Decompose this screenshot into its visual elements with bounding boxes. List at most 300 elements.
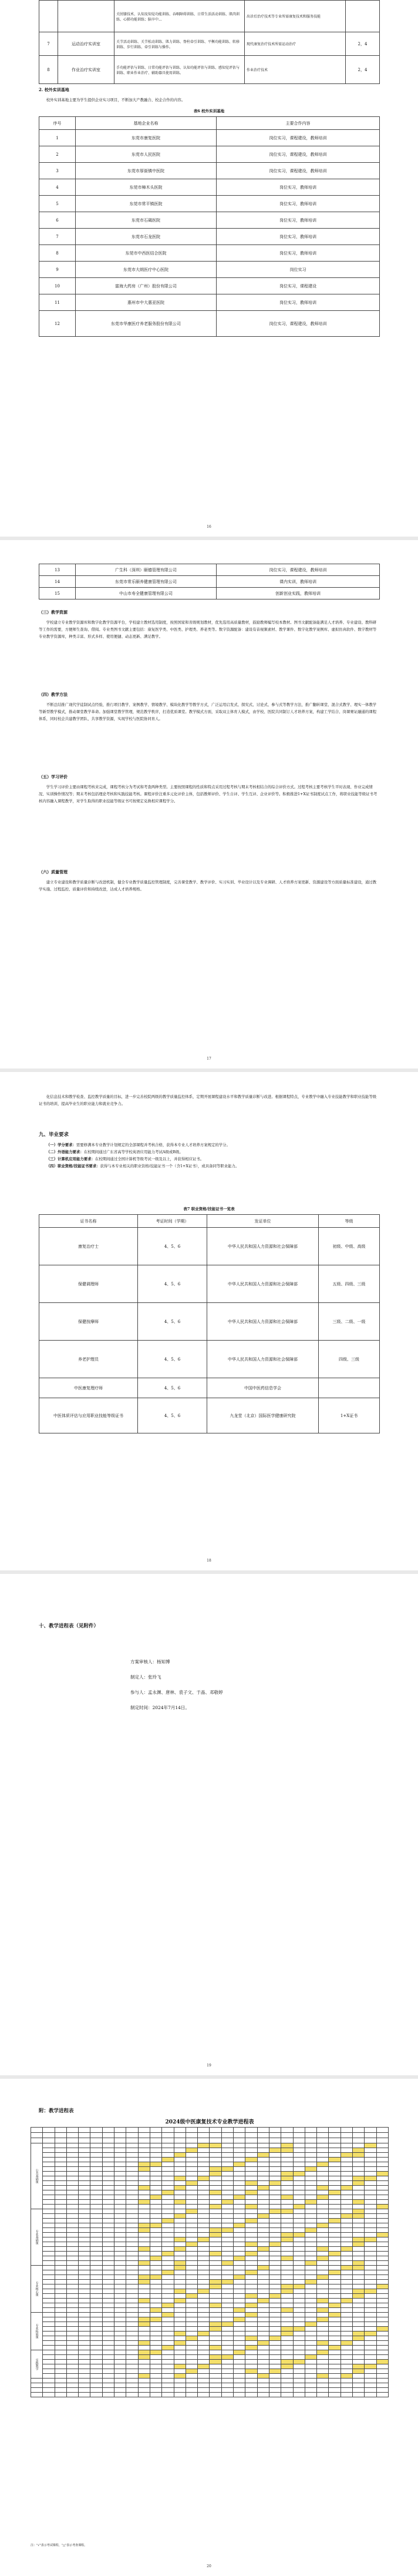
grid-cell — [376, 2313, 388, 2317]
grid-cell — [245, 2167, 257, 2172]
grid-cell — [126, 2176, 138, 2181]
grid-header-cell — [174, 2133, 186, 2138]
grid-row — [31, 2237, 389, 2242]
grid-cell — [257, 2228, 269, 2233]
grid-cell — [186, 2228, 197, 2233]
grid-cell — [317, 2303, 329, 2308]
grid-cell — [174, 2341, 186, 2346]
grid-cell — [150, 2294, 161, 2299]
grid-cell — [198, 2167, 210, 2172]
grid-cell — [102, 2233, 114, 2237]
cell-hours: 2，4 — [346, 56, 380, 84]
section-quality-text: 建立专业建设和教学质量诊断与改进机制，健全专业教学质量监控管理制度，完善课堂教学、教学评价、实习实训、毕业设计以及专业调研、人才培养方案更新、资源建设等方面质量标准建设，通过教学实施、过程监控、质量评价和持续改进，达成人才培养规格。 — [39, 880, 377, 892]
grid-cell — [365, 2299, 376, 2303]
grid-cell — [317, 2158, 329, 2162]
grid-cell — [79, 2195, 90, 2200]
grid-cell — [138, 2327, 150, 2332]
grid-cell — [114, 2341, 126, 2346]
grid-cell — [221, 2332, 233, 2336]
grid-cell — [234, 2176, 245, 2181]
signature-label: 制定人： — [130, 1674, 148, 1680]
grid-cell — [102, 2148, 114, 2153]
grid-cell — [114, 2214, 126, 2219]
grid-cell — [305, 2153, 316, 2158]
grid-cell — [126, 2158, 138, 2162]
grid-cell — [114, 2158, 126, 2162]
grid-cell — [66, 2289, 78, 2294]
grid-cell — [293, 2176, 305, 2181]
grid-cell — [221, 2364, 233, 2369]
grid-cell — [66, 2280, 78, 2284]
cell-content: 岗位实习 — [217, 262, 380, 278]
grid-cell — [198, 2256, 210, 2261]
grid-cell — [245, 2252, 257, 2256]
grid-cell — [126, 2308, 138, 2313]
grid-cell — [234, 2360, 245, 2364]
grid-cell — [376, 2209, 388, 2214]
grid-cell — [353, 2167, 365, 2172]
grid-cell — [150, 2332, 161, 2336]
grid-cell — [186, 2332, 197, 2336]
group-label: 公共基础课 — [31, 2143, 43, 2209]
table-row — [39, 1303, 380, 1341]
grid-cell — [162, 2195, 174, 2200]
cell-term: 4、5、6 — [138, 1341, 207, 1378]
grid-cell — [257, 2195, 269, 2200]
grid-cell — [126, 2355, 138, 2360]
grid-cell — [198, 2388, 210, 2393]
grid-cell — [114, 2237, 126, 2242]
grid-cell — [281, 2388, 293, 2393]
grid-cell — [210, 2158, 221, 2162]
grid-cell — [365, 2172, 376, 2176]
grid-cell — [43, 2308, 55, 2313]
grid-cell — [281, 2355, 293, 2360]
grid-cell — [162, 2355, 174, 2360]
col-header-level: 等级 — [319, 1215, 380, 1228]
grid-cell — [114, 2360, 126, 2364]
requirement-item — [39, 1148, 379, 1155]
grid-cell — [66, 2383, 78, 2388]
cell-content: 岗位实习，教师培训 — [217, 196, 380, 212]
grid-cell — [174, 2355, 186, 2360]
grid-cell — [341, 2143, 352, 2148]
grid-cell — [126, 2360, 138, 2364]
grid-cell — [66, 2167, 78, 2172]
grid-cell — [198, 2270, 210, 2275]
grid-cell — [317, 2186, 329, 2190]
grid-cell — [257, 2200, 269, 2205]
grid-cell — [257, 2209, 269, 2214]
grid-cell — [365, 2336, 376, 2341]
grid-header-cell — [126, 2138, 138, 2143]
grid-cell — [281, 2360, 293, 2364]
cell-no: 8 — [39, 56, 58, 84]
grid-cell — [114, 2233, 126, 2237]
grid-cell — [102, 2327, 114, 2332]
grid-cell — [102, 2346, 114, 2350]
grid-cell — [353, 2233, 365, 2237]
grid-cell — [221, 2247, 233, 2252]
table-row — [39, 1341, 380, 1378]
grid-cell — [365, 2360, 376, 2364]
grid-header-cell — [138, 2133, 150, 2138]
grid-cell — [257, 2332, 269, 2336]
grid-cell — [269, 2289, 281, 2294]
cell-term: 4、5、6 — [138, 1398, 207, 1433]
cell-name: 东莞市华康医疗养老服务股份有限公司 — [76, 311, 217, 337]
grid-cell — [150, 2322, 161, 2327]
grid-cell — [234, 2167, 245, 2172]
grid-cell — [43, 2369, 55, 2374]
grid-cell — [126, 2303, 138, 2308]
grid-header-cell — [365, 2138, 376, 2143]
grid-cell — [221, 2242, 233, 2247]
grid-cell — [90, 2181, 102, 2186]
grid-cell — [43, 2327, 55, 2332]
grid-cell — [102, 2308, 114, 2313]
grid-cell — [293, 2167, 305, 2172]
grid-cell — [79, 2167, 90, 2172]
grid-cell — [210, 2322, 221, 2327]
grid-cell — [234, 2322, 245, 2327]
grid-cell — [376, 2388, 388, 2393]
grid-cell — [162, 2252, 174, 2256]
grid-cell — [210, 2195, 221, 2200]
grid-cell — [114, 2336, 126, 2341]
grid-cell — [376, 2308, 388, 2313]
grid-cell — [221, 2190, 233, 2195]
grid-cell — [126, 2209, 138, 2214]
grid-cell — [365, 2388, 376, 2393]
grid-cell — [245, 2341, 257, 2346]
grid-header-cell — [341, 2133, 352, 2138]
grid-cell — [138, 2242, 150, 2247]
grid-cell — [317, 2143, 329, 2148]
grid-cell — [174, 2280, 186, 2284]
grid-cell — [186, 2237, 197, 2242]
grid-cell — [43, 2205, 55, 2209]
grid-cell — [257, 2242, 269, 2247]
grid-cell — [221, 2275, 233, 2280]
grid-cell — [365, 2209, 376, 2214]
grid-cell — [234, 2313, 245, 2317]
grid-cell — [234, 2237, 245, 2242]
grid-cell — [79, 2346, 90, 2350]
grid-cell — [138, 2289, 150, 2294]
grid-cell — [305, 2383, 316, 2388]
signature-line — [130, 1689, 389, 1704]
grid-header-cell — [186, 2133, 197, 2138]
page-number: 17 — [207, 1057, 211, 1061]
grid-cell — [353, 2247, 365, 2252]
grid-header-cell — [353, 2138, 365, 2143]
grid-cell — [317, 2266, 329, 2270]
grid-cell — [329, 2205, 341, 2209]
cell-content: 岗位实习，课程建设，教师培训 — [217, 311, 380, 337]
grid-cell — [114, 2294, 126, 2299]
grid-cell — [305, 2364, 316, 2369]
grid-cell — [293, 2332, 305, 2336]
grid-cell — [66, 2341, 78, 2346]
grid-cell — [55, 2346, 66, 2350]
grid-cell — [317, 2308, 329, 2313]
grid-cell — [257, 2261, 269, 2266]
grid-cell — [305, 2247, 316, 2252]
grid-cell — [376, 2299, 388, 2303]
grid-cell — [293, 2209, 305, 2214]
grid-cell — [186, 2350, 197, 2355]
grid-cell — [174, 2219, 186, 2223]
grid-header-cell — [210, 2138, 221, 2143]
grid-cell — [126, 2317, 138, 2322]
requirement-text: 在校期间通过全国计算机等级考试一级及以上，并获得相应证书。 — [95, 1157, 204, 1161]
grid-cell — [138, 2299, 150, 2303]
grid-cell — [353, 2270, 365, 2275]
grid-cell — [245, 2308, 257, 2313]
grid-cell — [234, 2308, 245, 2313]
grid-cell — [376, 2233, 388, 2237]
grid-cell — [269, 2313, 281, 2317]
cell-content: 创新创业实践，教师培训 — [217, 588, 380, 599]
grid-cell — [245, 2388, 257, 2393]
grid-cell — [90, 2214, 102, 2219]
grid-cell — [114, 2383, 126, 2388]
cell-content: 课内实训，教师培训 — [217, 576, 380, 588]
grid-cell — [90, 2172, 102, 2176]
grid-cell — [210, 2172, 221, 2176]
grid-cell — [66, 2256, 78, 2261]
grid-cell — [365, 2308, 376, 2313]
grid-cell — [79, 2294, 90, 2299]
grid-cell — [79, 2261, 90, 2266]
grid-cell — [55, 2350, 66, 2355]
grid-cell — [79, 2242, 90, 2247]
grid-cell — [102, 2355, 114, 2360]
grid-cell — [102, 2167, 114, 2172]
cell-req: 出诊后治疗技术等专业所需康复技术和服务技能 — [245, 1, 346, 32]
grid-cell — [79, 2379, 90, 2383]
grid-cell — [329, 2317, 341, 2322]
grid-cell — [43, 2195, 55, 2200]
grid-cell — [257, 2172, 269, 2176]
grid-header-cell — [102, 2133, 114, 2138]
grid-cell — [269, 2303, 281, 2308]
cell-issuer: 中华人民共和国人力资源和社会保障部 — [207, 1303, 319, 1341]
grid-cell — [102, 2289, 114, 2294]
grid-cell — [305, 2336, 316, 2341]
grid-cell — [257, 2143, 269, 2148]
grid-cell — [221, 2341, 233, 2346]
grid-cell — [150, 2379, 161, 2383]
grid-cell — [138, 2294, 150, 2299]
cell-no: 10 — [39, 278, 76, 294]
grid-cell — [114, 2242, 126, 2247]
grid-cell — [245, 2233, 257, 2237]
grid-cell — [269, 2294, 281, 2299]
grid-cell — [293, 2322, 305, 2327]
grid-cell — [79, 2266, 90, 2270]
group-label: 实践教学 — [31, 2350, 43, 2379]
grid-cell — [353, 2313, 365, 2317]
grid-cell — [210, 2280, 221, 2284]
table-row — [39, 245, 380, 262]
grid-cell — [114, 2143, 126, 2148]
grid-cell — [174, 2228, 186, 2233]
grid-cell — [376, 2379, 388, 2383]
grid-cell — [341, 2327, 352, 2332]
grid-cell — [329, 2247, 341, 2252]
grid-cell — [66, 2181, 78, 2186]
grid-cell — [102, 2223, 114, 2228]
grid-cell — [245, 2195, 257, 2200]
grid-cell — [353, 2195, 365, 2200]
grid-cell — [138, 2200, 150, 2205]
grid-cell — [126, 2332, 138, 2336]
grid-cell — [90, 2308, 102, 2313]
grid-cell — [126, 2350, 138, 2355]
grid-cell — [329, 2364, 341, 2369]
grid-header-cell — [281, 2133, 293, 2138]
grid-cell — [138, 2379, 150, 2383]
grid-cell — [210, 2308, 221, 2313]
grid-cell — [90, 2205, 102, 2209]
cell-content: 岗位实习，课程建设，教师培训 — [217, 130, 380, 146]
grid-cell — [305, 2261, 316, 2266]
grid-cell — [162, 2237, 174, 2242]
grid-cell — [66, 2393, 78, 2397]
grid-cell — [341, 2153, 352, 2158]
grid-cell — [43, 2181, 55, 2186]
grid-cell — [55, 2360, 66, 2364]
grid-cell — [150, 2308, 161, 2313]
grid-cell — [210, 2364, 221, 2369]
grid-cell — [79, 2289, 90, 2294]
grid-cell — [198, 2266, 210, 2270]
grid-cell — [126, 2270, 138, 2275]
grid-cell — [245, 2270, 257, 2275]
grid-cell — [90, 2266, 102, 2270]
grid-cell — [162, 2181, 174, 2186]
table-row — [39, 564, 380, 576]
grid-header-cell — [269, 2128, 281, 2133]
grid-cell — [269, 2364, 281, 2369]
grid-cell — [269, 2275, 281, 2280]
grid-cell — [102, 2143, 114, 2148]
grid-cell — [376, 2360, 388, 2364]
grid-cell — [138, 2275, 150, 2280]
grid-cell — [150, 2284, 161, 2289]
section-evaluation-text: 学生学习评价主要由课程考核来完成，课程考核分为考试和考查两种类型。主要按照课程的性质和特点采用过程考核与期末考核相结合的综合评价方式。过程考核主要考核学生平时表现、作业完成情况、实训操作情况等；期末考核包括理论考核和实践技能考核。课程评价注重多元化评价主体，包括教师评价、学生自评、学生互评、企业评价等。积极推进1+X证书制度试点工作，将职业技能等级证书考核内容融入课程教学，对学生取得的职业技能等级证书可按规定兑换相应课程学分。 — [39, 785, 377, 803]
grid-header-cell — [210, 2133, 221, 2138]
grid-row — [31, 2284, 389, 2289]
grid-cell — [55, 2233, 66, 2237]
grid-cell — [365, 2379, 376, 2383]
grid-cell — [245, 2374, 257, 2379]
grid-cell — [293, 2266, 305, 2270]
grid-row — [31, 2308, 389, 2313]
grid-cell — [353, 2322, 365, 2327]
grid-cell — [341, 2190, 352, 2195]
grid-cell — [55, 2313, 66, 2317]
grid-cell — [376, 2383, 388, 2388]
table-row — [39, 1265, 380, 1303]
grid-cell — [257, 2247, 269, 2252]
grid-cell — [90, 2289, 102, 2294]
grid-row — [31, 2186, 389, 2190]
grid-cell — [341, 2270, 352, 2275]
cell-name: 惠州市中大惠亚医院 — [76, 294, 217, 311]
grid-cell — [198, 2200, 210, 2205]
grid-cell — [198, 2181, 210, 2186]
grid-cell — [317, 2336, 329, 2341]
grid-cell — [102, 2303, 114, 2308]
grid-cell — [79, 2176, 90, 2181]
grid-cell — [329, 2303, 341, 2308]
grid-cell — [102, 2172, 114, 2176]
grid-cell — [186, 2200, 197, 2205]
grid-header-cell — [150, 2133, 161, 2138]
grid-row — [31, 2350, 389, 2355]
grid-cell — [186, 2223, 197, 2228]
grid-cell — [126, 2181, 138, 2186]
signature-block — [130, 1659, 389, 1720]
requirement-label: （四）职业资格/技能证书要求： — [46, 1164, 100, 1168]
grid-cell — [210, 2303, 221, 2308]
grid-cell — [66, 2200, 78, 2205]
grid-cell — [353, 2379, 365, 2383]
grid-cell — [376, 2355, 388, 2360]
grid-cell — [341, 2223, 352, 2228]
grid-cell — [198, 2336, 210, 2341]
section-quality-title: （六）质量管理 — [39, 869, 68, 875]
grid-cell — [114, 2153, 126, 2158]
grid-cell — [174, 2350, 186, 2355]
grid-cell — [126, 2205, 138, 2209]
section-methods-text: 不断总结推广现代学徒制试点经验，推行项目教学、案例教学、情境教学、模块化教学等教学方式，广泛运用启发式、探究式、讨论式、参与式等教学方法，推广翻转课堂、混合式教学、理实一体教学等新型教学模式，推动课堂教学革命。加强课堂教学管理，规范教学秩序，打造优质课堂。教学模式方面，采取双主体育人模式，由学校、医院共同制订人才培养方案，构建工学结合、岗课赛证融通的课程体系，同时校企共建教学团队、共享教学资源，实现学校与医院协同育人。 — [39, 702, 377, 721]
table-row — [39, 32, 380, 56]
page-number: 20 — [207, 2564, 211, 2568]
grid-cell — [90, 2233, 102, 2237]
grid-cell — [221, 2374, 233, 2379]
grid-cell — [138, 2383, 150, 2388]
grid-cell — [245, 2209, 257, 2214]
grid-cell — [114, 2162, 126, 2167]
grid-header-cell — [221, 2128, 233, 2133]
grid-cell — [245, 2346, 257, 2350]
grid-cell — [305, 2280, 316, 2284]
grid-cell — [174, 2270, 186, 2275]
grid-cell — [43, 2284, 55, 2289]
grid-cell — [174, 2369, 186, 2374]
grid-cell — [66, 2294, 78, 2299]
grid-cell — [234, 2261, 245, 2266]
grid-cell — [257, 2148, 269, 2153]
grid-cell — [43, 2388, 55, 2393]
grid-cell — [150, 2327, 161, 2332]
grid-cell — [102, 2350, 114, 2355]
grid-cell — [210, 2341, 221, 2346]
grid-cell — [150, 2299, 161, 2303]
grid-cell — [162, 2214, 174, 2219]
grid-cell — [162, 2270, 174, 2275]
grid-cell — [66, 2355, 78, 2360]
grid-cell — [329, 2223, 341, 2228]
grid-cell — [90, 2186, 102, 2190]
grid-cell — [138, 2374, 150, 2379]
grid-header-cell — [162, 2133, 174, 2138]
grid-cell — [305, 2327, 316, 2332]
